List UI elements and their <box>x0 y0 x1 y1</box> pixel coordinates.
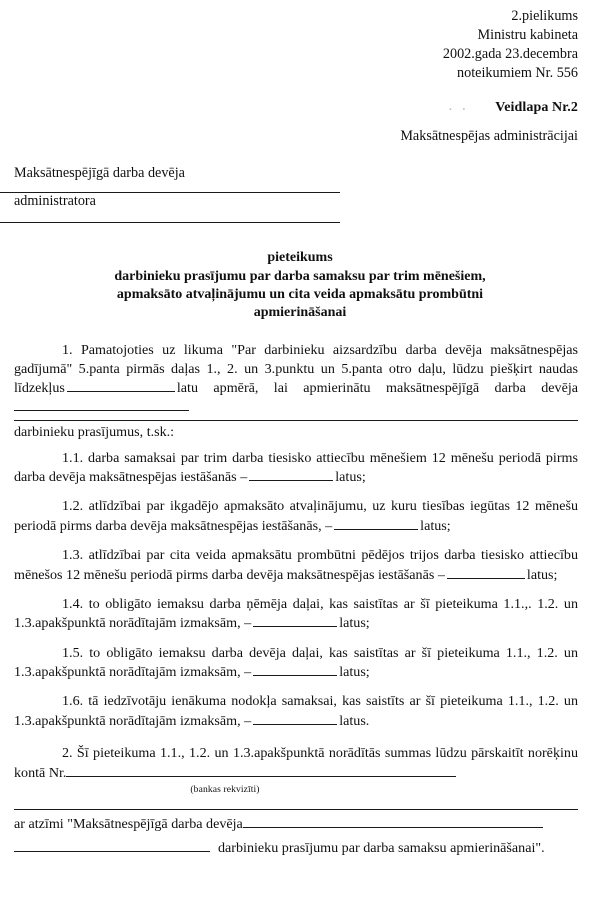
claims-intro: darbinieku prasījumus, t.sk.: <box>14 423 175 440</box>
footer-note-blank-field[interactable] <box>243 814 543 828</box>
paragraph-2-block <box>0 744 600 782</box>
footer-last-line-text: darbinieku prasījumu par darba samaksu apmierināšanai". <box>218 839 545 856</box>
item-1-5-text: 1.5. to obligāto iemaksu darba devēja daļai, kas saistītas ar šī pieteikuma 1.1., 1.2. un 1.3.apakšpunktā norādītajām izmaksām, – <box>14 644 578 681</box>
addressee-line: Maksātnespējas administrācijai <box>400 127 578 144</box>
item-1-4-text: 1.4. to obligāto iemaksu darba ņēmēja daļai, kas saistītas ar šī pieteikuma 1.1.,. 1.2. un 1.3.apakšpunktā norādītajām izmaksām, – <box>14 595 578 632</box>
amount-blank-field[interactable] <box>67 378 175 392</box>
administrator-field-label: administratora <box>14 193 96 210</box>
form-number <box>0 83 600 115</box>
item-1-1-amount-blank[interactable] <box>249 467 333 481</box>
footer-note-line <box>0 810 600 833</box>
footer-leading-blank-field[interactable] <box>14 838 210 852</box>
item-1-1-text: 1.1. darba samaksai par trim darba tiesisko attiecību mēnešiem 12 mēnešu periodā pirms darba devēja maksātnespējas iestāšanās – <box>14 449 578 486</box>
item-1-1-suffix: latus; <box>335 469 366 486</box>
paragraph-1-part-1: 1. Pamatojoties uz likuma "Par darbinieku aizsardzību darba devēja maksātnespējas gadījumā" 5.panta pirmās daļas 1., 2. un 3.punktu un 5.panta otro daļu, lūdzu piešķirt naudas līdzekļus <box>14 342 578 396</box>
title-line-1: pieteikums <box>267 250 333 266</box>
scan-speck-mark: . . <box>449 100 470 113</box>
party-fields <box>0 165 600 224</box>
bank-account-blank-field[interactable] <box>66 763 456 777</box>
claim-items-list <box>0 449 600 731</box>
title-line-4: apmierināšanai <box>253 304 347 320</box>
item-1-2-amount-blank[interactable] <box>334 516 418 530</box>
page-title <box>0 249 600 322</box>
header-reference-block <box>0 0 600 83</box>
item-1-5-suffix: latus; <box>339 664 370 681</box>
footer-note-text: ar atzīmi "Maksātnespējīgā darba devēja <box>14 815 243 832</box>
header-line-regulation-number: noteikumiem Nr. 556 <box>457 64 578 81</box>
item-1-3-amount-blank[interactable] <box>447 565 525 579</box>
item-1-4-suffix: latus; <box>339 615 370 632</box>
paragraph-1-part-2: latu apmērā, lai apmierinātu maksātnespējīgā darba devēja <box>176 379 578 396</box>
item-1-2-suffix: latus; <box>420 517 451 534</box>
title-line-3: apmaksāto atvaļinājumu un cita veida apmaksātu prombūtni <box>116 286 484 302</box>
bank-details-caption: (bankas rekvizīti) <box>190 783 260 795</box>
item-1-5-amount-blank[interactable] <box>253 662 337 676</box>
item-1-3-text: 1.3. atlīdzībai par cita veida apmaksātu prombūtni pēdējos trijos darba tiesisko attiecību mēnešos 12 mēnešu periodā pirms darba devēja maksātnespējas iestāšanās – <box>14 547 578 583</box>
item-1-6-amount-blank[interactable] <box>253 711 337 725</box>
employer-field-label: Maksātnespējīgā darba devēja <box>14 164 185 181</box>
item-1-6 <box>14 692 578 730</box>
footer-last-line <box>0 833 600 855</box>
item-1-4 <box>14 595 578 633</box>
paragraph-1-block <box>0 341 600 417</box>
title-line-2: darbinieku prasījumu par darba samaksu par trim mēnešiem, <box>114 268 486 284</box>
header-line-cabinet: Ministru kabineta <box>477 26 578 43</box>
administrator-fill-rule[interactable] <box>0 222 340 223</box>
employer-name-blank-field[interactable] <box>14 397 189 411</box>
item-1-4-amount-blank[interactable] <box>253 613 337 627</box>
form-number-text: Veidlapa Nr.2 <box>495 99 578 115</box>
paragraph-2-text: 2. Šī pieteikuma 1.1., 1.2. un 1.3.apakšpunktā norādītās summas lūdzu pārskaitīt norēķinu kontā Nr. <box>14 745 578 781</box>
item-1-3-suffix: latus; <box>526 566 558 583</box>
header-line-appendix: 2.pielikums <box>511 8 578 24</box>
item-1-6-text: 1.6. tā iedzīvotāju ienākuma nodokļa samaksai, kas saistīts ar šī pieteikuma 1.1., 1.2. un 1.3.apakšpunktā norādītajām izmaksām, – <box>14 693 578 729</box>
item-1-3 <box>14 546 578 584</box>
paragraph-1 <box>14 341 578 417</box>
paragraph-2 <box>14 744 578 782</box>
item-1-2 <box>14 497 578 535</box>
item-1-5 <box>14 644 578 682</box>
item-1-6-suffix: latus. <box>339 712 370 729</box>
header-line-date: 2002.gada 23.decembra <box>442 45 578 62</box>
item-1-1 <box>14 449 578 487</box>
item-1-2-text: 1.2. atlīdzībai par ikgadējo apmaksāto atvaļinājumu, uz kuru tiesības iegūtas 12 mēnešu periodā pirms darba devēja maksātnespējas iestāšanās, – <box>14 498 578 534</box>
